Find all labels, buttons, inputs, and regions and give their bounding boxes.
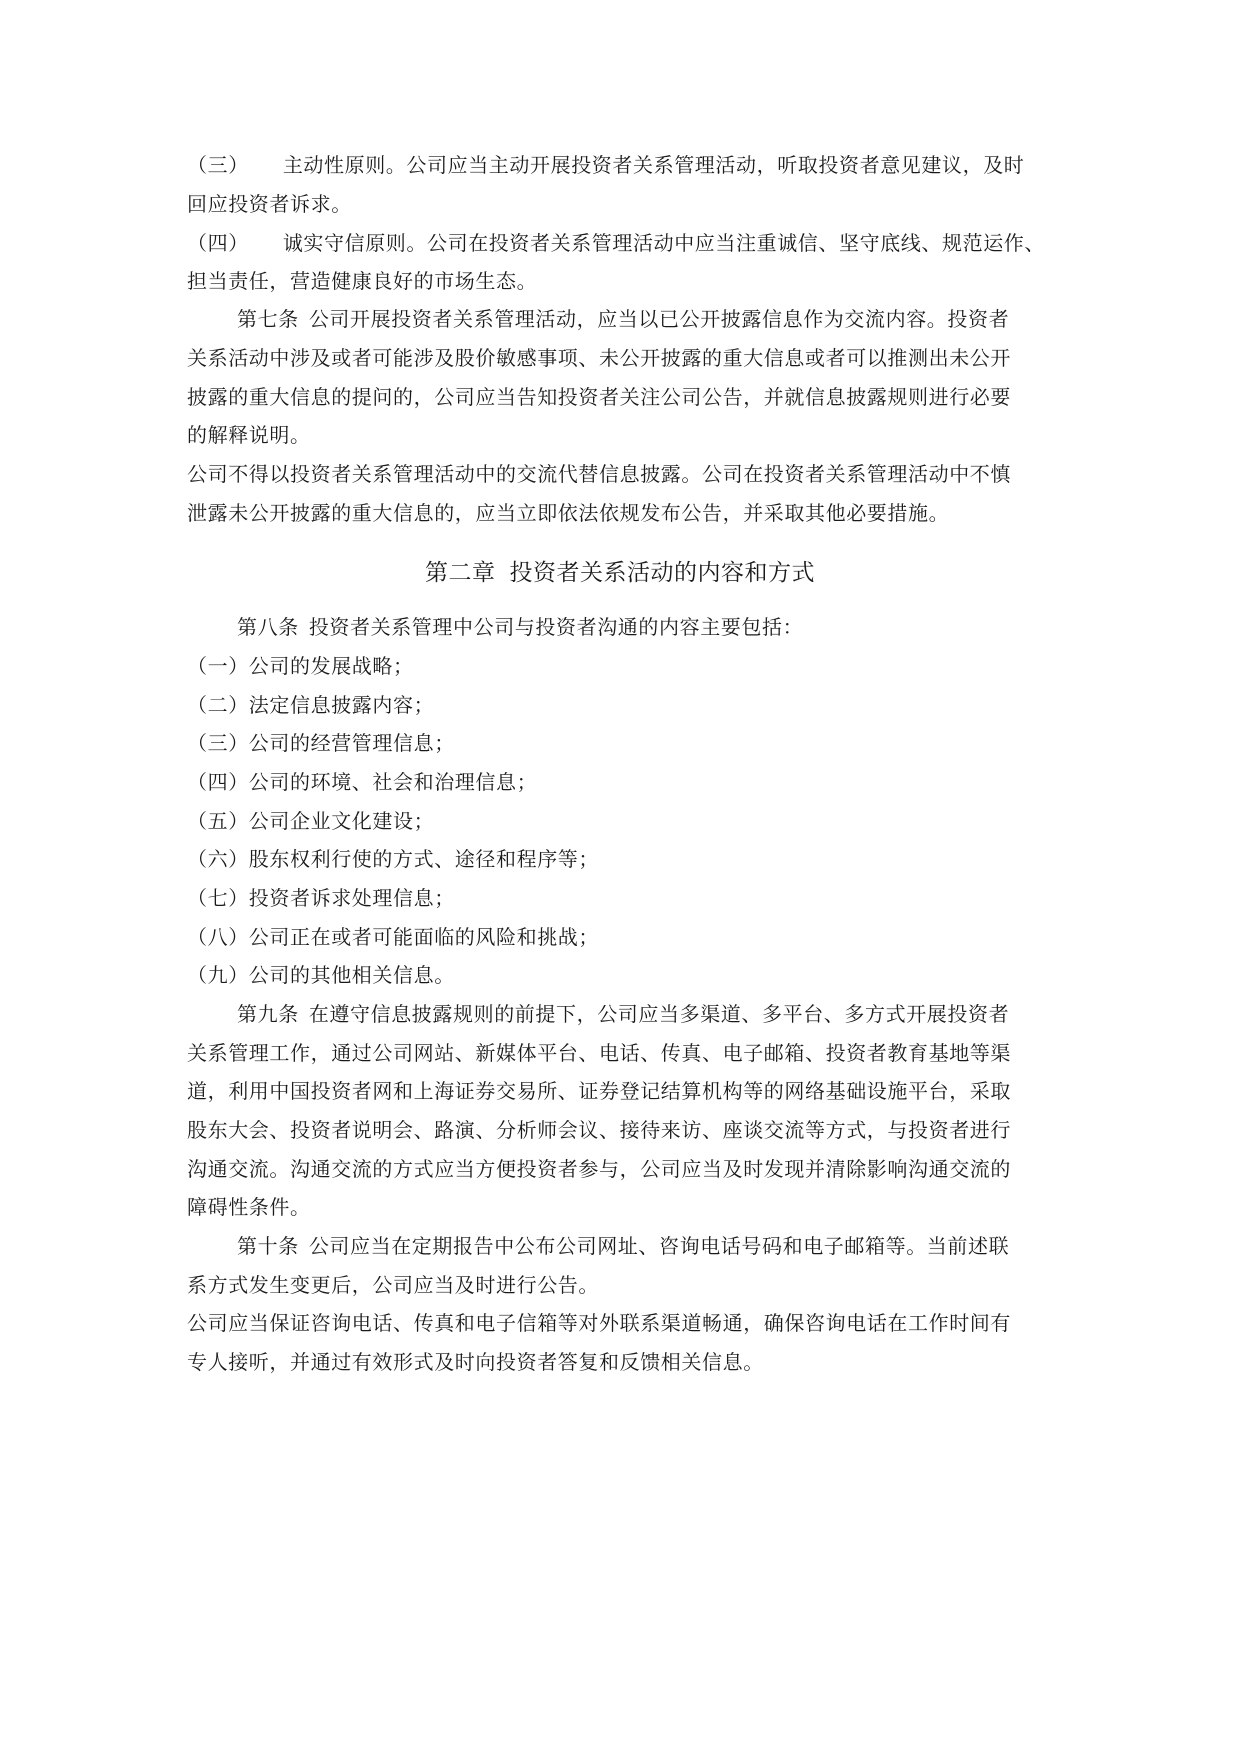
article-7-text: 公司开展投资者关系管理活动，应当以已公开披露信息作为交流内容。投资者 [308,307,1010,331]
principle-3-number: （三） [187,153,249,177]
principle-4-number: （四） [187,231,249,255]
article-7-para-2-line-1: 公司不得以投资者关系管理活动中的交流代替信息披露。公司在投资者关系管理活动中不慎 [187,462,1011,486]
chapter-2-heading [0,558,1240,588]
article-8-label: 第八条 [237,615,299,639]
article-8-item: （七）投资者诉求处理信息； [187,886,455,910]
article-8-item: （二）法定信息披露内容； [187,693,435,717]
article-7-line-3: 披露的重大信息的提问的，公司应当告知投资者关注公司公告，并就信息披露规则进行必要 [187,385,1011,409]
principle-3-line-2: 回应投资者诉求。 [187,192,352,216]
article-10-para-2-line-1: 公司应当保证咨询电话、传真和电子信箱等对外联系渠道畅通，确保咨询电话在工作时间有 [187,1311,1011,1335]
article-7-para-2-line-2: 泄露未公开披露的重大信息的，应当立即依法依规发布公告，并采取其他必要措施。 [187,501,950,525]
article-7-line-1 [237,306,1137,332]
article-10-line-1 [237,1233,1137,1259]
principle-3-text: 主动性原则。公司应当主动开展投资者关系管理活动，听取投资者意见建议，及时 [282,153,1025,177]
article-8-intro: 投资者关系管理中公司与投资者沟通的内容主要包括： [308,615,804,639]
article-9-label: 第九条 [237,1002,299,1026]
principle-3-line-1 [187,152,1087,178]
article-10-label: 第十条 [237,1234,299,1258]
article-8-item: （三）公司的经营管理信息； [187,731,455,755]
article-10-text: 公司应当在定期报告中公布公司网址、咨询电话号码和电子邮箱等。当前述联 [308,1234,1010,1258]
article-9-line-2: 关系管理工作，通过公司网站、新媒体平台、电话、传真、电子邮箱、投资者教育基地等渠 [187,1041,1011,1065]
article-8-item: （六）股东权利行使的方式、途径和程序等； [187,847,599,871]
article-8-item: （一）公司的发展战略； [187,654,414,678]
chapter-2-label: 第二章 [425,560,496,586]
article-8-item: （四）公司的环境、社会和治理信息； [187,770,538,794]
article-8-item: （五）公司企业文化建设； [187,809,435,833]
article-9-line-5: 沟通交流。沟通交流的方式应当方便投资者参与，公司应当及时发现并清除影响沟通交流的 [187,1157,1011,1181]
article-9-line-1 [237,1001,1137,1027]
article-7-label: 第七条 [237,307,299,331]
article-9-line-3: 道，利用中国投资者网和上海证券交易所、证券登记结算机构等的网络基础设施平台，采取 [187,1079,1011,1103]
article-9-line-4: 股东大会、投资者说明会、路演、分析师会议、接待来访、座谈交流等方式，与投资者进行 [187,1118,1011,1142]
principle-4-line-1 [187,230,1087,256]
principle-4-line-2: 担当责任，营造健康良好的市场生态。 [187,269,538,293]
chapter-2-title: 投资者关系活动的内容和方式 [509,560,815,586]
article-10-line-2: 系方式发生变更后，公司应当及时进行公告。 [187,1273,599,1297]
article-8-item: （九）公司的其他相关信息。 [187,963,455,987]
article-8-item: （八）公司正在或者可能面临的风险和挑战； [187,925,599,949]
article-7-line-2: 关系活动中涉及或者可能涉及股价敏感事项、未公开披露的重大信息或者可以推测出未公开 [187,346,1011,370]
article-9-line-6: 障碍性条件。 [187,1195,311,1219]
principle-4-text: 诚实守信原则。公司在投资者关系管理活动中应当注重诚信、坚守底线、规范运作、 [282,231,1046,255]
article-9-text: 在遵守信息披露规则的前提下，公司应当多渠道、多平台、多方式开展投资者 [308,1002,1010,1026]
article-10-para-2-line-2: 专人接听，并通过有效形式及时向投资者答复和反馈相关信息。 [187,1350,764,1374]
article-7-line-4: 的解释说明。 [187,423,311,447]
article-8-intro-line [237,614,1137,640]
